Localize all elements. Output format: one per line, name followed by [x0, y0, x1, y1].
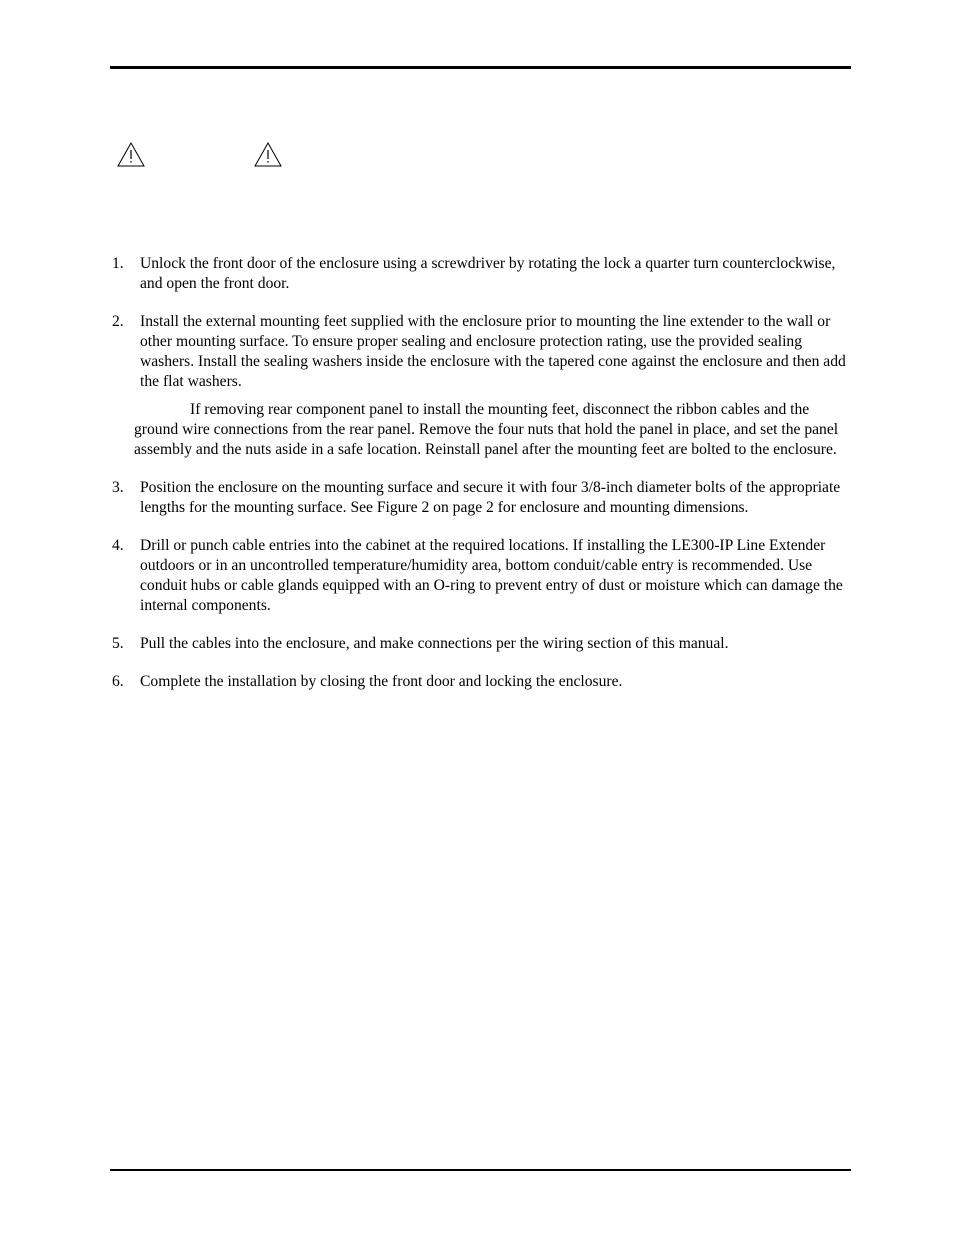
- step-number: 2.: [112, 313, 124, 330]
- step-number: 1.: [112, 255, 124, 272]
- step-text: Install the external mounting feet supplied with the enclosure prior to mounting the line extender to the wall or other mounting surface. To ensure proper sealing and enclosure protection rating, use the provided sealing washers. Install the sealing washers inside the enclosure with the tapered cone against the enclosure and then add the flat washers.: [140, 313, 846, 390]
- step-number: 5.: [112, 635, 124, 652]
- footer-rule: [110, 1169, 851, 1171]
- step-text: Pull the cables into the enclosure, and make connections per the wiring section of this manual.: [140, 635, 729, 652]
- step-1: [110, 254, 851, 294]
- header-rule: [110, 66, 851, 69]
- warning-icon: [254, 142, 282, 167]
- step-number: 4.: [112, 537, 124, 554]
- step-3: [110, 478, 851, 518]
- step-number: 6.: [112, 673, 124, 690]
- installation-steps: [110, 254, 851, 710]
- step-2: [110, 312, 851, 460]
- step-number: 3.: [112, 479, 124, 496]
- step-text: Complete the installation by closing the front door and locking the enclosure.: [140, 673, 623, 690]
- step-text: Position the enclosure on the mounting surface and secure it with four 3/8-inch diameter bolts of the appropriate lengths for the mounting surface. See Figure 2 on page 2 for enclosure and mounting dimensions.: [140, 479, 841, 516]
- step-6: [110, 672, 851, 692]
- step-text: Unlock the front door of the enclosure using a screwdriver by rotating the lock a quarter turn counterclockwise, and open the front door.: [140, 255, 836, 292]
- step-text: Drill or punch cable entries into the cabinet at the required locations. If installing the LE300-IP Line Extender outdoors or in an uncontrolled temperature/humidity area, bottom conduit/cable entry is recommended. Use conduit hubs or cable glands equipped with an O-ring to prevent entry of dust or moisture which can damage the internal components.: [140, 537, 843, 614]
- step-4: [110, 536, 851, 616]
- step-5: [110, 634, 851, 654]
- step-note: If removing rear component panel to install the mounting feet, disconnect the ribbon cables and the ground wire connections from the rear panel. Remove the four nuts that hold the panel in place, and set the panel assembly and the nuts aside in a safe location. Reinstall panel after the mounting feet are bolted to the enclosure.: [134, 401, 839, 458]
- warning-icon: [117, 142, 145, 167]
